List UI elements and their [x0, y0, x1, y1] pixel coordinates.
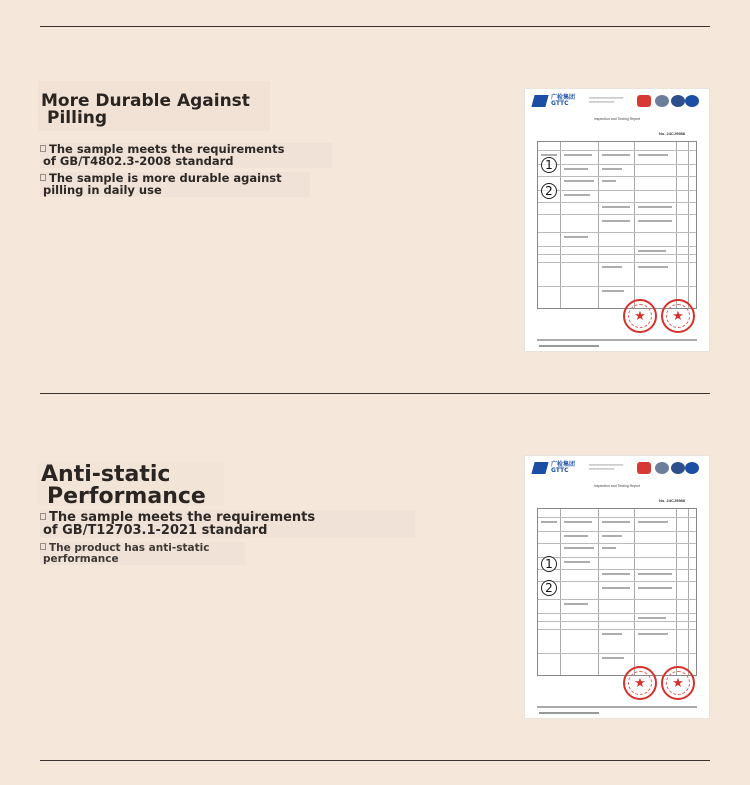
test-report-image — [524, 88, 710, 352]
title-line-1: Anti-static — [41, 462, 171, 487]
report-footer-text — [539, 345, 599, 347]
bullet-item — [40, 172, 310, 197]
bullet-box-icon — [40, 543, 46, 550]
report-header-text: ━━━━━━━━━━━━━━━━━━━ ━━━━━━━━━━━━━━ — [589, 96, 624, 104]
bullet-text-cont: of GB/T12703.1-2021 standard — [43, 523, 268, 538]
report-number: No. 24CJ9988 — [658, 131, 685, 136]
report-header-text: ━━━━━━━━━━━━━━━━━━━ ━━━━━━━━━━━━━━ — [589, 463, 624, 471]
bullet-list — [40, 143, 332, 197]
logo-icon: 广检集团 GTTC — [533, 462, 581, 474]
bullet-item — [40, 542, 245, 565]
report-table — [537, 141, 697, 309]
divider-bottom — [40, 760, 710, 761]
bullet-text: The product has anti-static — [49, 542, 210, 554]
report-footer-text — [539, 712, 599, 714]
bullet-text-cont: performance — [43, 552, 119, 565]
report-footer-line — [537, 339, 697, 341]
annotation-marker-1: 1 — [541, 556, 557, 572]
seal-stamp-icon: ★ — [623, 666, 657, 700]
bullet-text: The sample meets the requirements — [49, 142, 285, 156]
seal-stamp-icon: ★ — [623, 299, 657, 333]
logo-icon: 广检集团 GTTC — [533, 95, 581, 107]
bullet-text: The sample meets the requirements — [49, 510, 316, 525]
bullet-text-cont: of GB/T4802.3-2008 standard — [43, 153, 234, 168]
section-pilling — [0, 27, 750, 393]
report-number: No. 24CJ9988 — [658, 498, 685, 503]
title-line-2: Performance — [47, 484, 206, 509]
bullet-box-icon — [40, 145, 46, 152]
bullet-item — [40, 143, 332, 168]
certification-mark-icons — [637, 95, 701, 107]
report-table — [537, 508, 697, 676]
bullet-text-cont: pilling in daily use — [43, 182, 162, 197]
test-report-image — [524, 455, 710, 719]
section-title — [38, 81, 270, 131]
certification-mark-icons — [637, 462, 701, 474]
seal-stamp-icon: ★ — [661, 299, 695, 333]
bullet-item — [40, 510, 415, 538]
report-footer-line — [537, 706, 697, 708]
title-line-2: Pilling — [47, 108, 108, 128]
report-title: Inspection and Testing Report — [593, 484, 641, 488]
report-title: Inspection and Testing Report — [593, 117, 641, 121]
section-title — [38, 462, 224, 509]
bullet-text: The sample is more durable against — [49, 171, 282, 185]
annotation-marker-2: 2 — [541, 580, 557, 596]
bullet-box-icon — [40, 174, 46, 181]
bullet-box-icon — [40, 513, 46, 520]
bullet-list — [40, 510, 415, 565]
annotation-marker-1: 1 — [541, 157, 557, 173]
seal-stamp-icon: ★ — [661, 666, 695, 700]
title-line-1: More Durable Against — [41, 91, 250, 111]
annotation-marker-2: 2 — [541, 183, 557, 199]
section-anti-static — [0, 394, 750, 760]
